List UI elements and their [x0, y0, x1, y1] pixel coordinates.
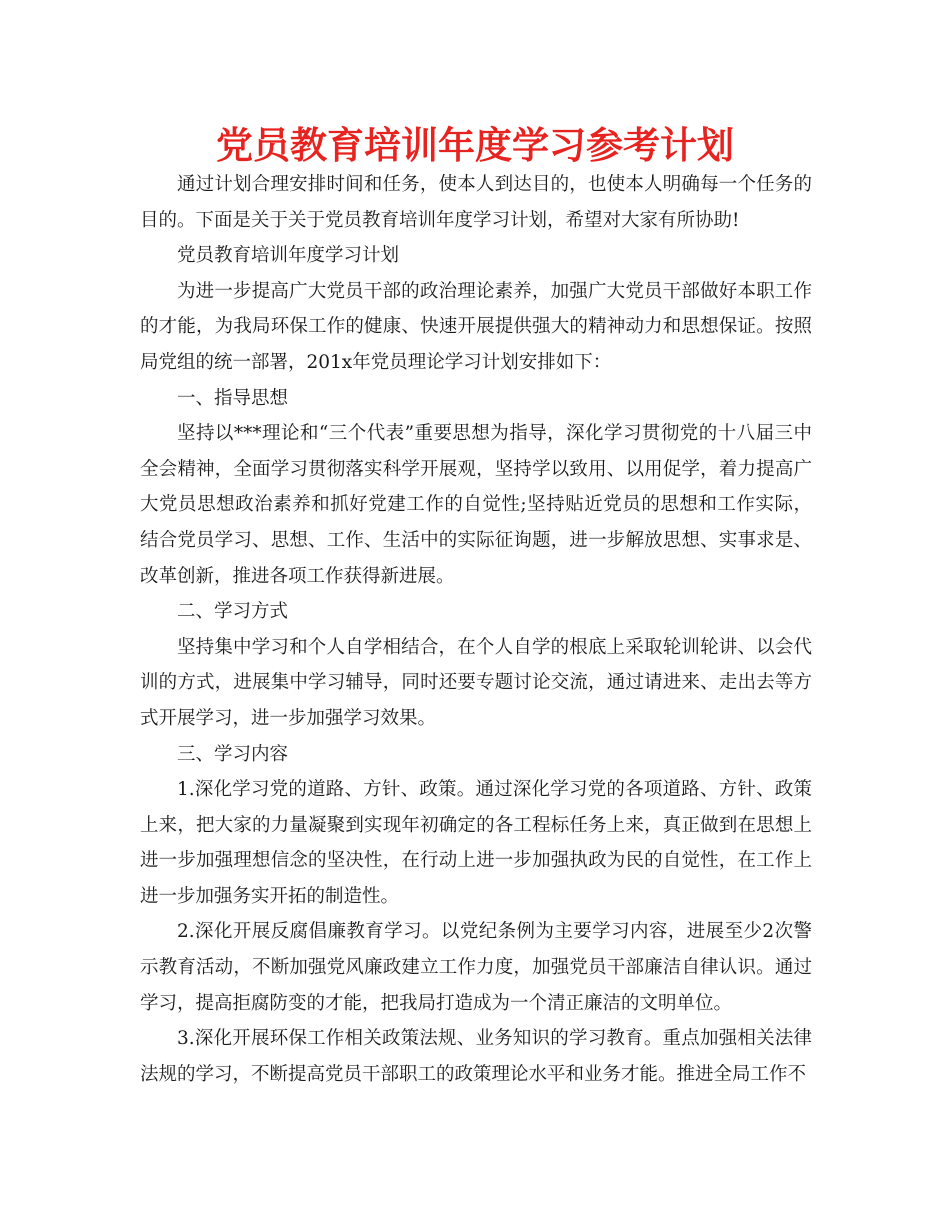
paragraph-content-item-1: 1.深化学习党的道路、方针、政策。通过深化学习党的各项道路、方针、政策上来，把大家的力量凝聚到实现年初确定的各工程标任务上来，真正做到在思想上进一步加强理想信念的坚决性，在行动上进一步加强执政为民的自觉性，在工作上进一步加强务实开拓的制造性。: [140, 779, 812, 907]
section-heading-study-content: 三、学习内容: [177, 743, 289, 765]
paragraph-study-method: 坚持集中学习和个人自学相结合，在个人自学的根底上采取轮训轮讲、以会代训的方式，进展集中学习辅导，同时还要专题讨论交流，通过请进来、走出去等方式开展学习，进一步加强学习效果。: [140, 636, 812, 729]
paragraph-guiding-thought: 坚持以***理论和“三个代表”重要思想为指导，深化学习贯彻党的十八届三中全会精神，全面学习贯彻落实科学开展观，坚持学以致用、以用促学，着力提高广大党员思想政治素养和抓好党建工作的自觉性;坚持贴近党员的思想和工作实际，结合党员学习、思想、工作、生活中的实际征询题，进一步解放思想、实事求是、改革创新，推进各项工作获得新进展。: [140, 423, 812, 587]
section-heading-study-method: 二、学习方式: [177, 601, 289, 623]
document-title: 党员教育培训年度学习参考计划: [216, 124, 734, 167]
paragraph-purpose: 为进一步提高广大党员干部的政治理论素养，加强广大党员干部做好本职工作的才能，为我局环保工作的健康、快速开展提供强大的精神动力和思想保证。按照局党组的统一部署，201x年党员理论学习计划安排如下：: [140, 280, 812, 373]
paragraph-intro: 通过计划合理安排时间和任务，使本人到达目的，也使本人明确每一个任务的目的。下面是关于关于党员教育培训年度学习计划，希望对大家有所协助!: [140, 174, 812, 231]
document-body: [140, 167, 812, 1092]
paragraph-content-item-3: 3.深化开展环保工作相关政策法规、业务知识的学习教育。重点加强相关法律法规的学习，不断提高党员干部职工的政策理论水平和业务才能。推进全局工作不: [140, 1028, 812, 1085]
paragraph-subtitle: 党员教育培训年度学习计划: [177, 245, 400, 267]
paragraph-content-item-2: 2.深化开展反腐倡廉教育学习。以党纪条例为主要学习内容，进展至少2次警示教育活动，不断加强党风廉政建立工作力度，加强党员干部廉洁自律认识。通过学习，提高拒腐防变的才能，把我局打造成为一个清正廉洁的文明单位。: [140, 921, 812, 1014]
section-heading-guiding-thought: 一、指导思想: [177, 387, 289, 409]
